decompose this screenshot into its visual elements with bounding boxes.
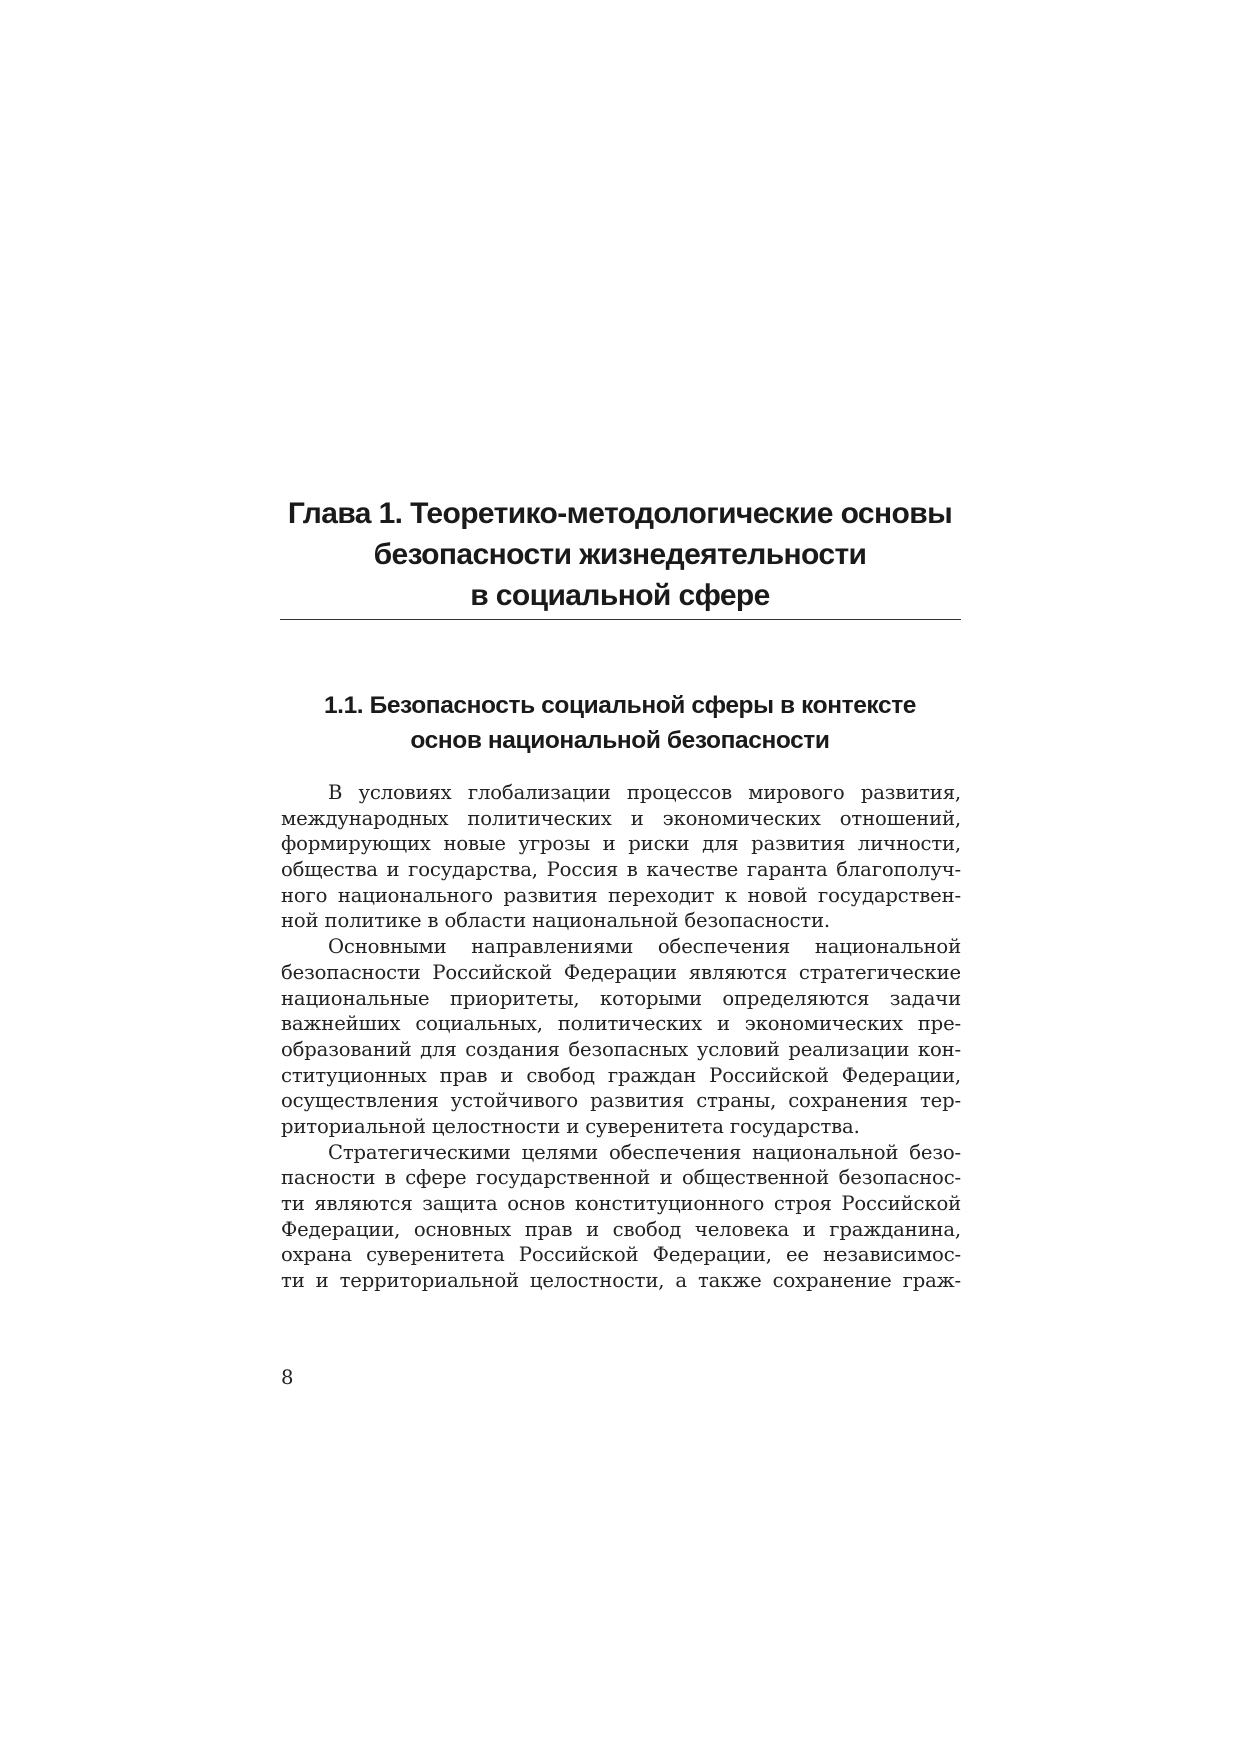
text-line: пасности в сфере государственной и общественной безопаснос-: [281, 1166, 961, 1190]
text-line: ти являются защита основ конституционного строя Российской: [281, 1192, 961, 1215]
chapter-title-line: в социальной сфере: [470, 579, 770, 612]
text-line: образований для создания безопасных условий реализации кон-: [281, 1037, 961, 1061]
text-line: риториальной целостности и суверенитета государства.: [281, 1114, 860, 1138]
chapter-title-line: безопасности жизнедеятельности: [373, 538, 867, 571]
text-line: общества и государства, Россия в качестве гаранта благополуч-: [281, 858, 961, 882]
text-line: формирующих новые угрозы и риски для развития личности,: [281, 832, 961, 856]
text-line: ти и территориальной целостности, а также сохранение граж-: [281, 1269, 961, 1293]
section-title-line: 1.1. Безопасность социальной сферы в контексте: [323, 692, 917, 719]
text-line: ституционных прав и свобод граждан Российской Федерации,: [281, 1063, 961, 1087]
chapter-title-line: Глава 1. Теоретико-методологические основы: [287, 497, 953, 530]
body-text: [281, 780, 961, 1294]
text-line: осуществления устойчивого развития страны, сохранения тер-: [281, 1089, 961, 1113]
section-title-line: основ национальной безопасности: [410, 727, 830, 754]
text-line: международных политических и экономических отношений,: [281, 806, 961, 830]
chapter-divider: [280, 619, 961, 620]
text-line: Федерации, основных прав и свобод человека и гражданина,: [281, 1217, 961, 1241]
text-line: ной политике в области национальной безопасности.: [281, 909, 830, 933]
text-line: охрана суверенитета Российской Федерации, ее независимос-: [281, 1243, 961, 1267]
text-line: важнейших социальных, политических и экономических пре-: [281, 1012, 961, 1036]
text-line: Стратегическими целями обеспечения национальной безо-: [328, 1140, 961, 1164]
text-line: В условиях глобализации процессов мирового развития,: [328, 781, 961, 804]
page-number: 8: [281, 1366, 294, 1389]
text-line: Основными направлениями обеспечения национальной: [328, 935, 961, 959]
chapter-title: [280, 493, 960, 616]
section-title: [280, 688, 960, 758]
text-line: национальные приоритеты, которыми определяются задачи: [281, 986, 961, 1010]
text-line: безопасности Российской Федерации являются стратегические: [281, 960, 961, 984]
text-line: ного национального развития переходит к новой государствен-: [281, 883, 961, 907]
